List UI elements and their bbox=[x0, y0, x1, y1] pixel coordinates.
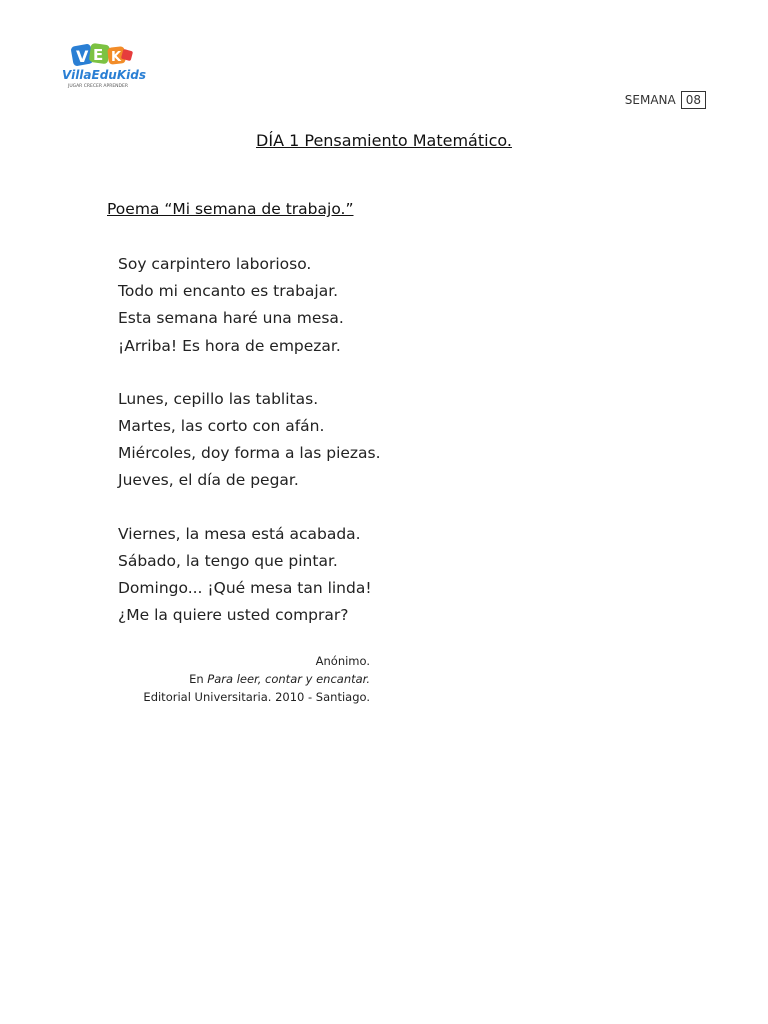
stanza bbox=[118, 251, 381, 360]
credit-publisher: Editorial Universitaria. 2010 - Santiago. bbox=[143, 690, 370, 704]
week-label: SEMANA bbox=[624, 93, 676, 107]
poem-line: ¡Arriba! Es hora de empezar. bbox=[118, 336, 341, 355]
poem-line: Sábado, la tengo que pintar. bbox=[118, 551, 338, 570]
credit-book-title: Para leer, contar y encantar. bbox=[207, 672, 370, 686]
credit-source bbox=[140, 670, 370, 688]
poem-body bbox=[118, 251, 381, 655]
poem-line: Jueves, el día de pegar. bbox=[118, 471, 299, 490]
poem-line: Lunes, cepillo las tablitas. bbox=[118, 389, 319, 408]
poem-line: Todo mi encanto es trabajar. bbox=[118, 282, 339, 301]
credit-source-prefix: En bbox=[189, 672, 208, 686]
svg-text:V: V bbox=[76, 47, 89, 66]
poem-line: Miércoles, doy forma a las piezas. bbox=[118, 444, 381, 463]
poem-line: Martes, las corto con afán. bbox=[118, 416, 325, 435]
stanza bbox=[118, 521, 381, 630]
week-indicator bbox=[625, 91, 706, 109]
week-number: 08 bbox=[681, 91, 706, 109]
villaedukids-logo bbox=[58, 42, 158, 92]
svg-text:K: K bbox=[111, 50, 122, 65]
poem-line: Esta semana haré una mesa. bbox=[118, 309, 344, 328]
poem-line: Soy carpintero laborioso. bbox=[118, 255, 312, 273]
poem-title: Poema “Mi semana de trabajo.” bbox=[107, 200, 354, 218]
poem-credits bbox=[140, 652, 370, 706]
stanza bbox=[118, 386, 381, 495]
poem-line: ¿Me la quiere usted comprar? bbox=[118, 606, 349, 625]
day-title: DÍA 1 Pensamiento Matemático. bbox=[256, 131, 512, 150]
logo-tagline: JUGAR CRECER APRENDER bbox=[68, 84, 128, 89]
credit-author: Anónimo. bbox=[315, 654, 370, 668]
poem-line: Domingo... ¡Qué mesa tan linda! bbox=[118, 578, 372, 597]
logo-wordmark: VillaEduKids bbox=[62, 68, 146, 82]
poem-line: Viernes, la mesa está acabada. bbox=[118, 524, 361, 543]
svg-text:E: E bbox=[93, 46, 104, 64]
